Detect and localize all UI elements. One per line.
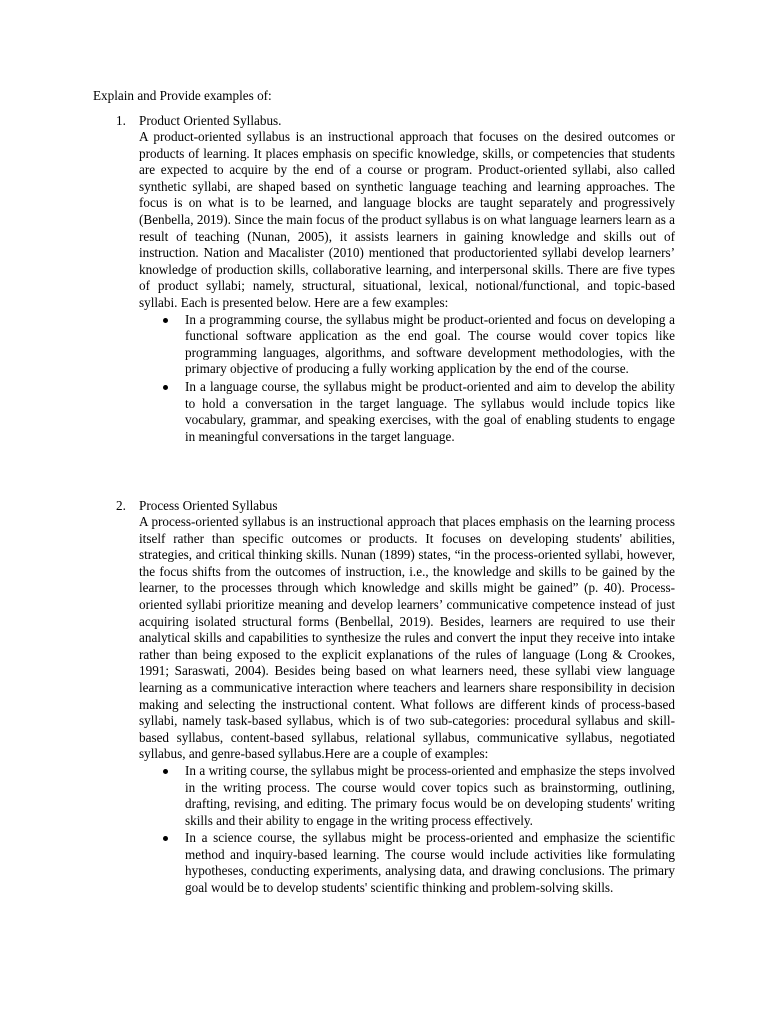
example-item — [185, 763, 675, 829]
section-number: 2. — [116, 498, 126, 513]
example-item — [185, 312, 675, 378]
example-list — [93, 312, 675, 446]
section-heading — [93, 497, 675, 514]
example-item — [185, 379, 675, 445]
section-heading — [93, 112, 675, 129]
example-text: In a language course, the syllabus might be product-oriented and aim to develop the ability to hold a conversation in the target language. The syllabus would include topics like vocabulary, grammar, and speaking exercises, with the goal of enabling students to engage in meaningful conversations in the target language. — [185, 378, 675, 444]
section-product-oriented — [93, 112, 675, 446]
intro-line: Explain and Provide examples of: — [93, 88, 272, 103]
section-paragraph: A product-oriented syllabus is an instructional approach that focuses on the desired outcomes or products of learning. It places emphasis on specific knowledge, skills, or competencies that students are expected to acquire by the end of a course or program. Product-oriented syllabi, also called synthetic syllabi, are shaped based on synthetic language teaching and learning approaches. The focus is on what is to be learned, and language blocks are taught separately and progressively (Benbella, 2019). Since the main focus of the product syllabus is on what language learners learn as a result of teaching (Nunan, 2005), it assists learners in gaining knowledge and skills out of instruction. Nation and Macalister (2010) mentioned that productoriented syllabi develop learners’ knowledge of production skills, collaborative learning, and interpersonal skills. There are five types of product syllabi; namely, structural, situational, lexical, notional/functional, and topic-based syllabi. Each is presented below. Here are a few examples: — [139, 129, 675, 310]
section-title: Process Oriented Syllabus — [139, 498, 278, 513]
example-text: In a writing course, the syllabus might be process-oriented and emphasize the steps involved in the writing process. The course would cover topics such as brainstorming, outlining, drafting, revising, and editing. The primary focus would be on developing students' writing skills and their ability to engage in the writing process effectively. — [185, 762, 675, 828]
section-paragraph: A process-oriented syllabus is an instructional approach that places emphasis on the learning process itself rather than specific outcomes or products. It focuses on developing students' abilities, strategies, and critical thinking skills. Nunan (1899) states, “in the process-oriented syllabi, however, the focus shifts from the outcomes of instruction, i.e., the knowledge and skills to be gained by the learner, to the processes through which knowledge and skills might be gained” (p. 40). Process-oriented syllabi prioritize meaning and develop learners’ communicative competence instead of just acquiring isolated structural forms (Benbellal, 2019). Besides, learners are required to use their analytical skills and capabilities to synthesize the rules and convert the input they receive into intake rather than being exposed to the explicit explanations of the rules of language (Long & Crookes, 1991; Saraswati, 2004). Besides being based on what learners need, these syllabi view language learning as a communicative interaction where teachers and learners share responsibility in decision making and selecting the instructional content. What follows are different kinds of process-based syllabi, namely task-based syllabus, which is of two sub-categories: procedural syllabus and skill-based syllabus, content-based syllabus, relational syllabus, communicative syllabus, negotiated syllabus, and genre-based syllabus.Here are a couple of examples: — [139, 514, 675, 762]
example-list — [93, 763, 675, 897]
bullet-icon — [163, 385, 168, 390]
section-title: Product Oriented Syllabus. — [139, 113, 282, 128]
bullet-icon — [163, 836, 168, 841]
example-text: In a science course, the syllabus might be process-oriented and emphasize the scientific method and inquiry-based learning. The course would include activities like formulating hypotheses, conducting experiments, analysing data, and drawing conclusions. The primary goal would be to develop students' scientific thinking and problem-solving skills. — [185, 830, 675, 896]
section-number: 1. — [116, 113, 126, 128]
example-text: In a programming course, the syllabus might be product-oriented and focus on developing a functional software application as the end goal. The course would cover topics like programming languages, algorithms, and software development methodologies, with the primary objective of producing a fully working application by the end of the course. — [185, 311, 675, 377]
bullet-icon — [163, 318, 168, 323]
example-item — [185, 830, 675, 896]
section-process-oriented — [93, 497, 675, 898]
bullet-icon — [163, 769, 168, 774]
